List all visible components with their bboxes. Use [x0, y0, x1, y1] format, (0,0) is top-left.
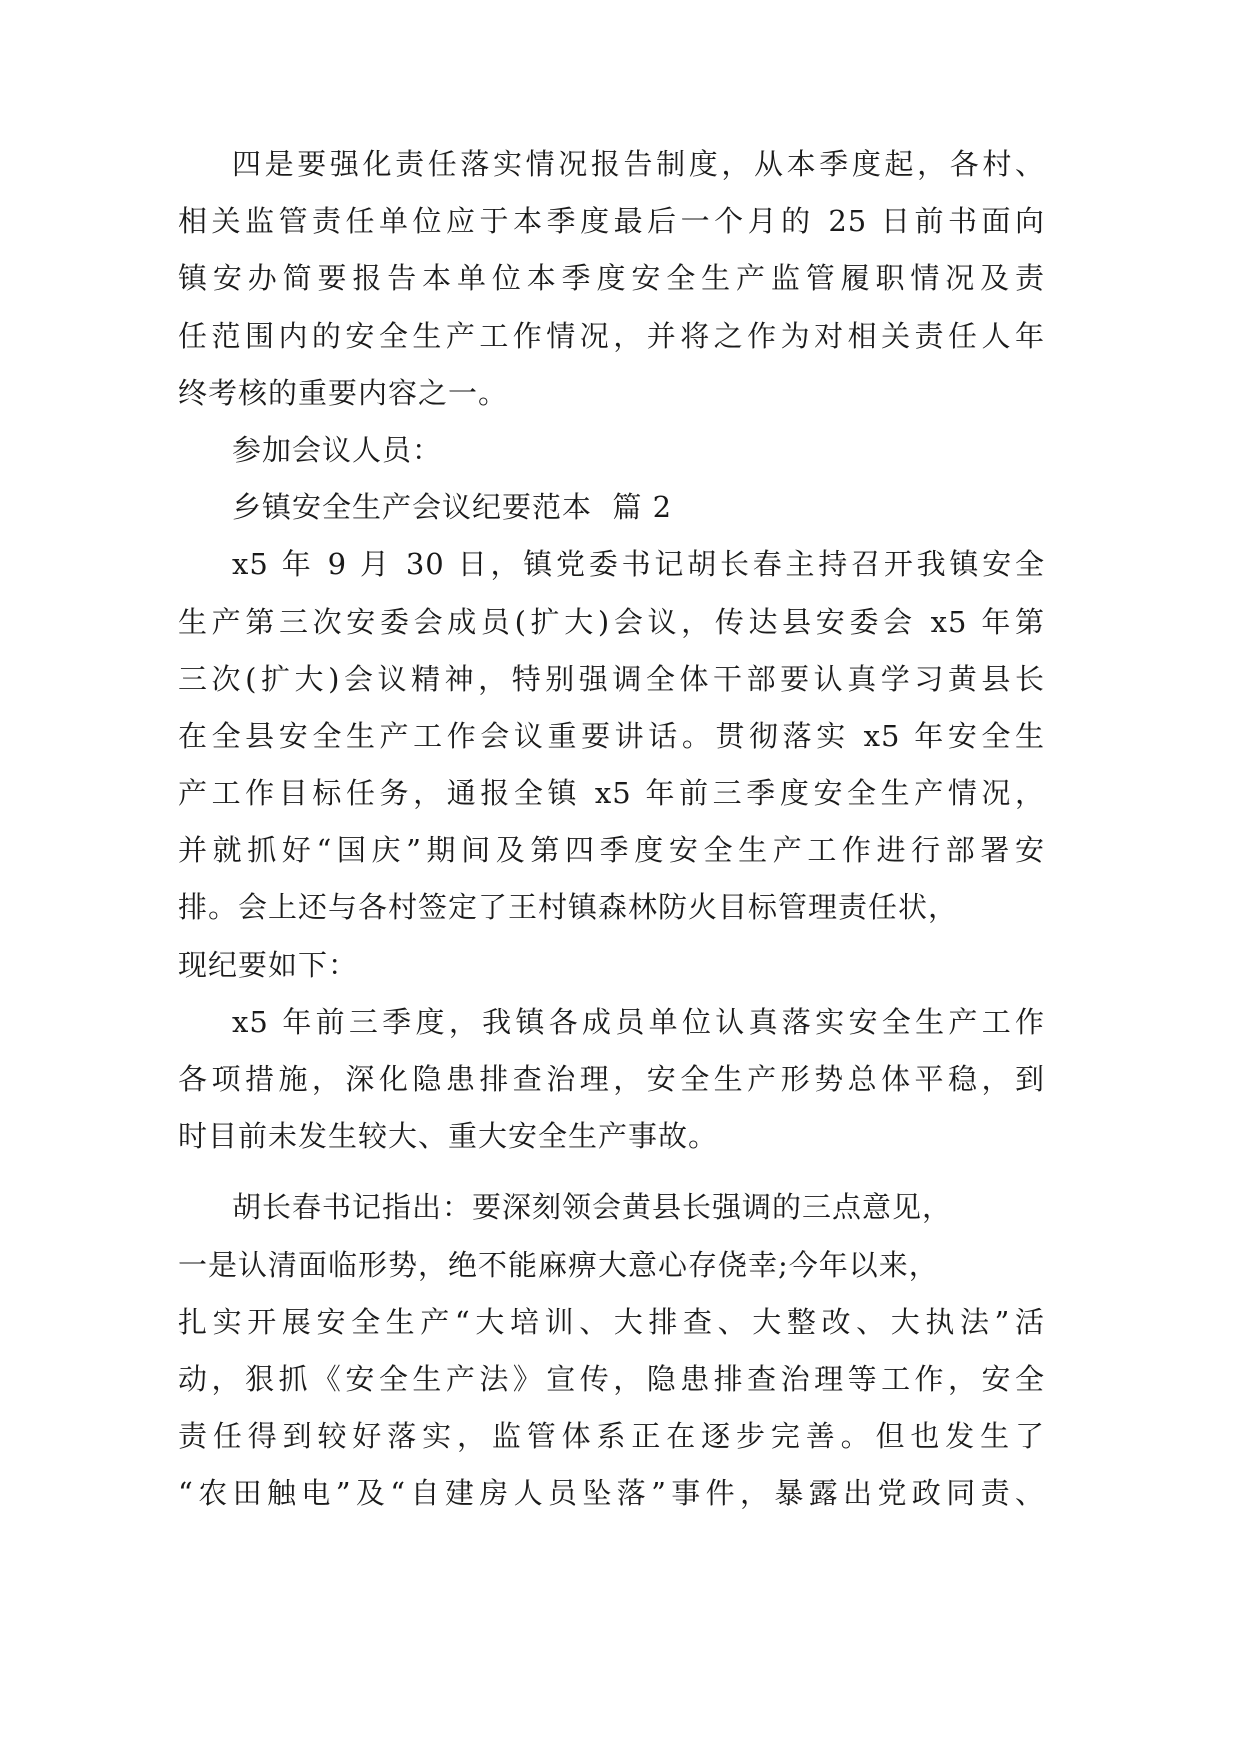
attendees-label: 参加会议人员：: [232, 432, 443, 467]
text-line: 产工作目标任务，通报全镇 x5 年前三季度安全生产情况，: [178, 776, 1045, 811]
text-line: x5 年 9 月 30 日，镇党委书记胡长春主持召开我镇安全: [232, 547, 1045, 582]
text-line: 任范围内的安全生产工作情况，并将之作为对相关责任人年: [178, 318, 1045, 353]
text-line: 四是要强化责任落实情况报告制度，从本季度起，各村、: [232, 147, 1045, 181]
text-line: 相关监管责任单位应于本季度最后一个月的 25 日前书面向: [178, 204, 1045, 239]
text-line: 现纪要如下：: [178, 947, 359, 982]
text-line: 并就抓好“国庆”期间及第四季度安全生产工作进行部署安: [178, 833, 1045, 868]
text-line: 动，狠抓《安全生产法》宣传，隐患排查治理等工作，安全: [178, 1361, 1045, 1396]
paragraph-reporting-system: [178, 136, 1045, 422]
text-line: 一是认清面临形势，绝不能麻痹大意心存侥幸;今年以来，: [178, 1247, 939, 1282]
text-line: 胡长春书记指出：要深刻领会黄县长强调的三点意见，: [232, 1190, 953, 1225]
paragraph-secretary-remarks: [178, 1179, 1045, 1522]
text-line: 在全县安全生产工作会议重要讲话。贯彻落实 x5 年安全生: [178, 718, 1045, 753]
text-line: 镇安办简要报告本单位本季度安全生产监管履职情况及责: [178, 261, 1045, 296]
text-line: 扎实开展安全生产“大培训、大排查、大整改、大执法”活: [178, 1304, 1045, 1339]
document-body: [178, 136, 1045, 1523]
text-line: “农田触电”及“自建房人员坠落”事件，暴露出党政同责、: [178, 1476, 1045, 1511]
paragraph-meeting-intro: [178, 536, 1045, 994]
text-line: 时目前未发生较大、重大安全生产事故。: [178, 1119, 719, 1154]
text-line: 责任得到较好落实，监管体系正在逐步完善。但也发生了: [178, 1419, 1045, 1454]
paragraph-section-title: [178, 479, 1045, 536]
section-title: 乡镇安全生产会议纪要范本 篇 2: [232, 490, 673, 525]
text-line: 三次(扩大)会议精神，特别强调全体干部要认真学习黄县长: [178, 661, 1045, 696]
text-line: 生产第三次安委会成员(扩大)会议，传达县安委会 x5 年第: [178, 604, 1045, 639]
text-line: 各项措施，深化隐患排查治理，安全生产形势总体平稳，到: [178, 1062, 1045, 1096]
text-line: 终考核的重要内容之一。: [178, 375, 509, 410]
paragraph-safety-status: [178, 994, 1045, 1166]
paragraph-attendees-label: [178, 422, 1045, 479]
text-line: 排。会上还与各村签定了王村镇森林防火目标管理责任状，: [178, 890, 959, 925]
text-line: x5 年前三季度，我镇各成员单位认真落实安全生产工作: [232, 1004, 1045, 1039]
